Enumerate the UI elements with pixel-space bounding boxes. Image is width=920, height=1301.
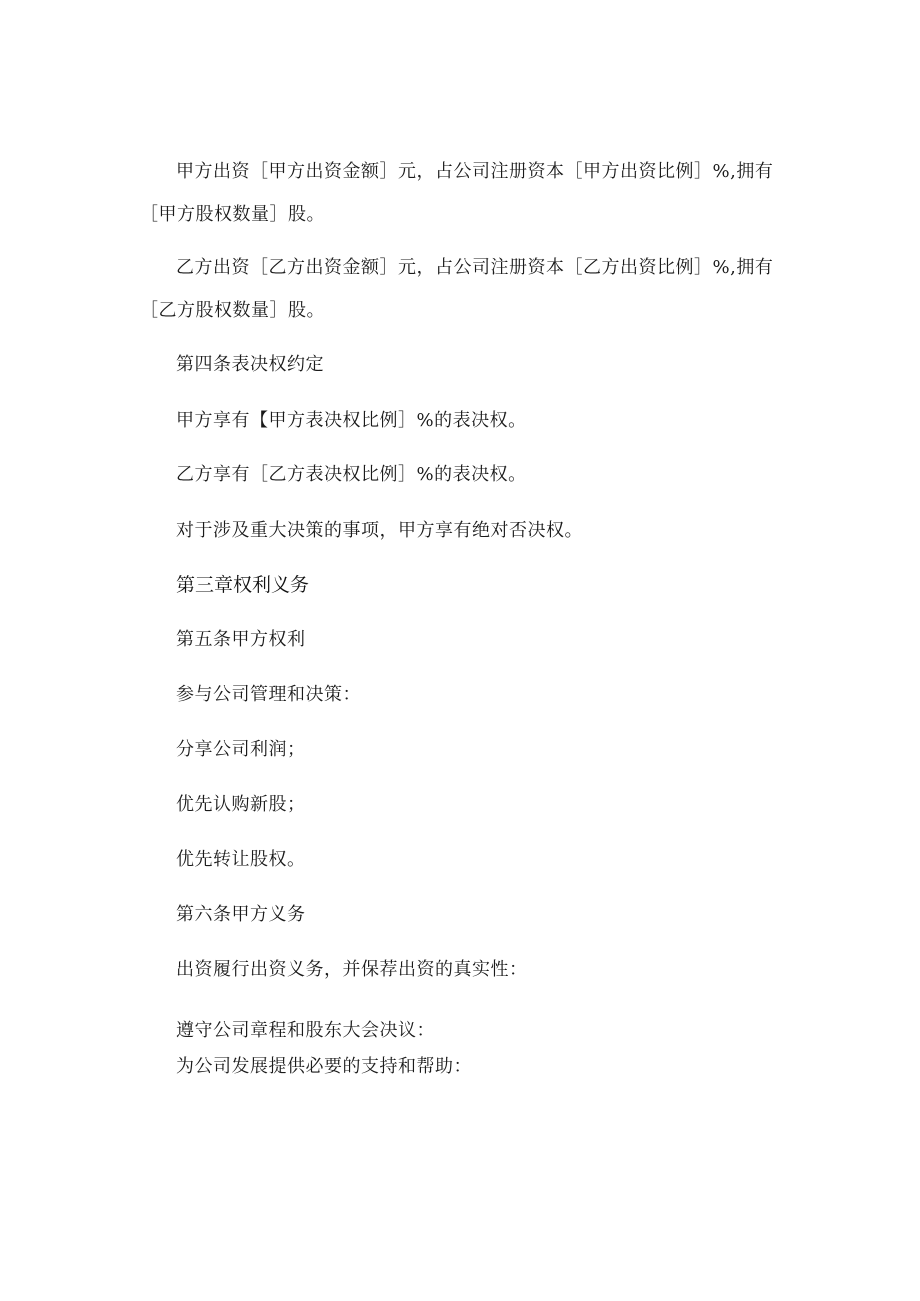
article5-title: 第五条甲方权利 xyxy=(176,629,306,650)
article5-item-2: 分享公司利润； xyxy=(176,739,306,760)
article5-item-4: 优先转让股权。 xyxy=(176,849,306,870)
article6-item-1: 出资履行出资义务，并保荐出资的真实性： xyxy=(176,959,528,980)
article5-item-1: 参与公司管理和决策： xyxy=(176,684,361,705)
article4-item-2: 乙方享有［乙方表决权比例］%的表决权。 xyxy=(176,464,527,485)
article6-item-2: 遵守公司章程和股东大会决议： xyxy=(176,1020,435,1041)
paragraph-party-a-line1: 甲方出资［甲方出资金额］元，占公司注册资本［甲方出资比例］%,拥有 xyxy=(176,161,774,182)
article4-item-3: 对于涉及重大决策的事项，甲方享有绝对否决权。 xyxy=(176,520,583,541)
paragraph-party-b-line2: ［乙方股权数量］股。 xyxy=(140,300,325,321)
chapter3-title: 第三章权利义务 xyxy=(176,574,310,596)
paragraph-party-a-line2: ［甲方股权数量］股。 xyxy=(140,204,325,225)
article5-item-3: 优先认购新股； xyxy=(176,794,306,815)
paragraph-party-b-line1: 乙方出资［乙方出资金额］元，占公司注册资本［乙方出资比例］%,拥有 xyxy=(176,257,774,278)
article6-item-3: 为公司发展提供必要的支持和帮助： xyxy=(176,1056,472,1077)
article4-item-1: 甲方享有【甲方表决权比例］%的表决权。 xyxy=(176,410,527,431)
article4-title: 第四条表决权约定 xyxy=(176,354,324,375)
article6-title: 第六条甲方义务 xyxy=(176,904,306,925)
